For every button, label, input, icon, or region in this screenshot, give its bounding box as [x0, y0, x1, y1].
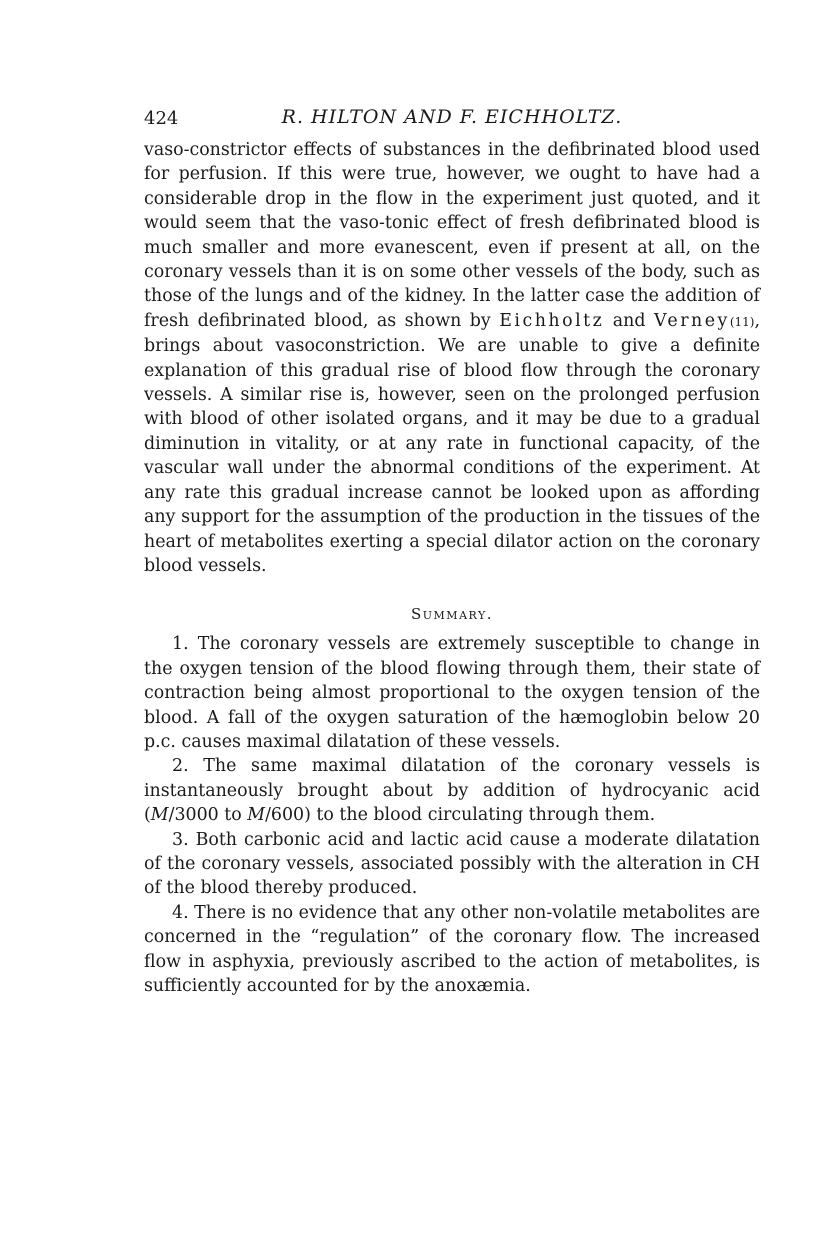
running-head: R. HILTON AND F. EICHHOLTZ. [281, 106, 623, 128]
molar-symbol: M [150, 805, 169, 826]
page-header [144, 104, 760, 138]
author-name: Eichholtz [499, 310, 605, 331]
summary-item: 1. The coronary vessels are extremely susceptible to change in the oxygen tension of the blood flowing through them, their state of contraction being almost proportional to the oxygen tension of the blood. A fall of the oxygen saturation of the hæmoglobin below 20 p.c. causes maximal dilatation of these vessels. [144, 634, 760, 752]
conjunction: and [604, 310, 654, 331]
author-name: Verney [653, 310, 730, 331]
summary-item: 4. There is no evidence that any other non-volatile metabolites are concerned in the “regulation” of the coronary flow. The increased flow in asphyxia, previously ascribed to the action of metabolites, is sufficiently accounted for by the anoxæmia. [144, 902, 760, 996]
summary-item-text: /3000 to [168, 805, 248, 826]
summary-item [144, 754, 760, 827]
reference-citation: (11) [729, 314, 755, 329]
paragraph-text: , brings about vasoconstriction. We are unable to give a definite explanation of this gradual rise of blood flow through the coronary vessels. A similar rise is, however, seen on the prolonged perfusion with blood of other isolated organs, and it may be due to a gradual diminution in vitality, or at any rate in functional capacity, of the vascular wall under the abnormal conditions of the experiment. At any rate this gradual increase cannot be looked upon as affording any support for the assumption of the production in the tissues of the heart of metabolites exerting a special dilator action on the coronary blood vessels. [144, 310, 760, 576]
paragraph-text: vaso-constrictor effects of substances in the defibrinated blood used for perfusion. If this were true, however, we ought to have had a considerable drop in the flow in the experiment just quoted, and it would seem that the vaso-tonic effect of fresh defibrinated blood is much smaller and more evanescent, even if present at all, on the coronary vessels than it is on some other vessels of the body, such as those of the lungs and of the kidney. In the latter case the addition of fresh defibrinated blood, as shown by [144, 140, 760, 331]
body-paragraph [144, 138, 760, 578]
summary-item-text: 2. The same maximal dilatation of the coronary vessels is instantaneously brought about by addition of hydrocyanic acid ( [144, 756, 760, 826]
summary-heading: Summary. [411, 605, 493, 624]
page-number: 424 [144, 108, 179, 129]
molar-symbol: M [247, 805, 266, 826]
page [144, 104, 760, 998]
summary-item-text: /600) to the blood circulating through them. [265, 805, 656, 826]
summary-item: 3. Both carbonic acid and lactic acid cause a moderate dilatation of the coronary vessels, associated possibly with the alteration in CH of the blood thereby produced. [144, 829, 760, 899]
